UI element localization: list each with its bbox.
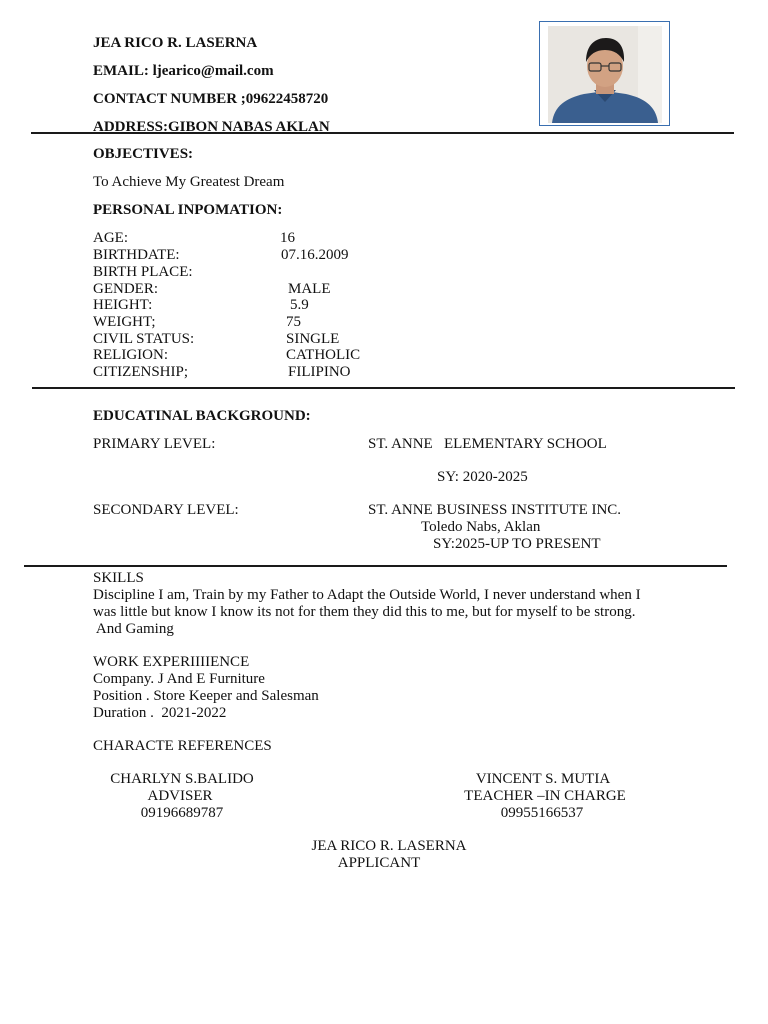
- applicant-name: JEA RICO R. LASERNA: [93, 35, 258, 51]
- primary-school: ST. ANNE ELEMENTARY SCHOOL: [368, 436, 607, 452]
- objectives-heading: OBJECTIVES:: [93, 146, 194, 162]
- personal-info-heading: PERSONAL INPOMATION:: [93, 202, 283, 218]
- primary-school-year: SY: 2020-2025: [437, 469, 528, 485]
- personal-value-height: 5.9: [290, 297, 309, 313]
- secondary-school: ST. ANNE BUSINESS INSTITUTE INC.: [368, 502, 622, 518]
- contact-line: CONTACT NUMBER ;09622458720: [93, 91, 329, 107]
- signature-name: JEA RICO R. LASERNA: [311, 838, 467, 854]
- personal-value-birthdate: 07.16.2009: [281, 247, 349, 263]
- reference-2-phone: 09955166537: [500, 805, 584, 821]
- reference-1-name: CHARLYN S.BALIDO: [110, 771, 254, 787]
- personal-value-gender: MALE: [288, 281, 331, 297]
- portrait-image: [548, 26, 662, 123]
- skills-heading: SKILLS: [93, 570, 144, 586]
- email-line: EMAIL: ljearico@mail.com: [93, 63, 274, 79]
- work-position: Position . Store Keeper and Salesman: [93, 688, 319, 704]
- reference-1-phone: 09196689787: [140, 805, 224, 821]
- personal-label-height: HEIGHT:: [93, 297, 153, 313]
- divider-1: [31, 132, 734, 134]
- divider-2: [32, 387, 735, 389]
- personal-value-weight: 75: [286, 314, 301, 330]
- secondary-school-year: SY:2025-UP TO PRESENT: [433, 536, 601, 552]
- personal-label-age: AGE:: [93, 230, 128, 246]
- reference-1-role: ADVISER: [147, 788, 213, 804]
- personal-value-age: 16: [280, 230, 295, 246]
- secondary-level-label: SECONDARY LEVEL:: [93, 502, 239, 518]
- personal-label-citizenship: CITIZENSHIP;: [93, 364, 188, 380]
- personal-label-birthdate: BIRTHDATE:: [93, 247, 180, 263]
- reference-2-name: VINCENT S. MUTIA: [475, 771, 611, 787]
- personal-label-civil-status: CIVIL STATUS:: [93, 331, 195, 347]
- work-experience-heading: WORK EXPERIIIIENCE: [93, 654, 250, 670]
- objectives-text: To Achieve My Greatest Dream: [93, 174, 285, 190]
- personal-value-civil-status: SINGLE: [286, 331, 340, 347]
- skills-text-line-2: was little but know I know its not for them they did this to me, but for myself to be strong.: [93, 604, 636, 620]
- primary-level-label: PRIMARY LEVEL:: [93, 436, 216, 452]
- personal-label-religion: RELIGION:: [93, 347, 168, 363]
- work-company: Company. J And E Furniture: [93, 671, 265, 687]
- signature-title: APPLICANT: [337, 855, 421, 871]
- personal-value-citizenship: FILIPINO: [288, 364, 351, 380]
- personal-label-gender: GENDER:: [93, 281, 158, 297]
- applicant-photo: [539, 21, 670, 126]
- work-duration: Duration . 2021-2022: [93, 705, 227, 721]
- divider-3: [24, 565, 727, 567]
- personal-label-weight: WEIGHT;: [93, 314, 156, 330]
- education-heading: EDUCATINAL BACKGROUND:: [93, 408, 311, 424]
- address-line: ADDRESS:GIBON NABAS AKLAN: [93, 119, 330, 135]
- skills-text-line-3: And Gaming: [93, 621, 174, 637]
- personal-label-birthplace: BIRTH PLACE:: [93, 264, 193, 280]
- reference-2-role: TEACHER –IN CHARGE: [464, 788, 626, 804]
- skills-text-line-1: Discipline I am, Train by my Father to Adapt the Outside World, I never understand when I: [93, 587, 641, 603]
- personal-value-religion: CATHOLIC: [286, 347, 361, 363]
- references-heading: CHARACTE REFERENCES: [93, 738, 272, 754]
- secondary-school-address: Toledo Nabs, Aklan: [421, 519, 541, 535]
